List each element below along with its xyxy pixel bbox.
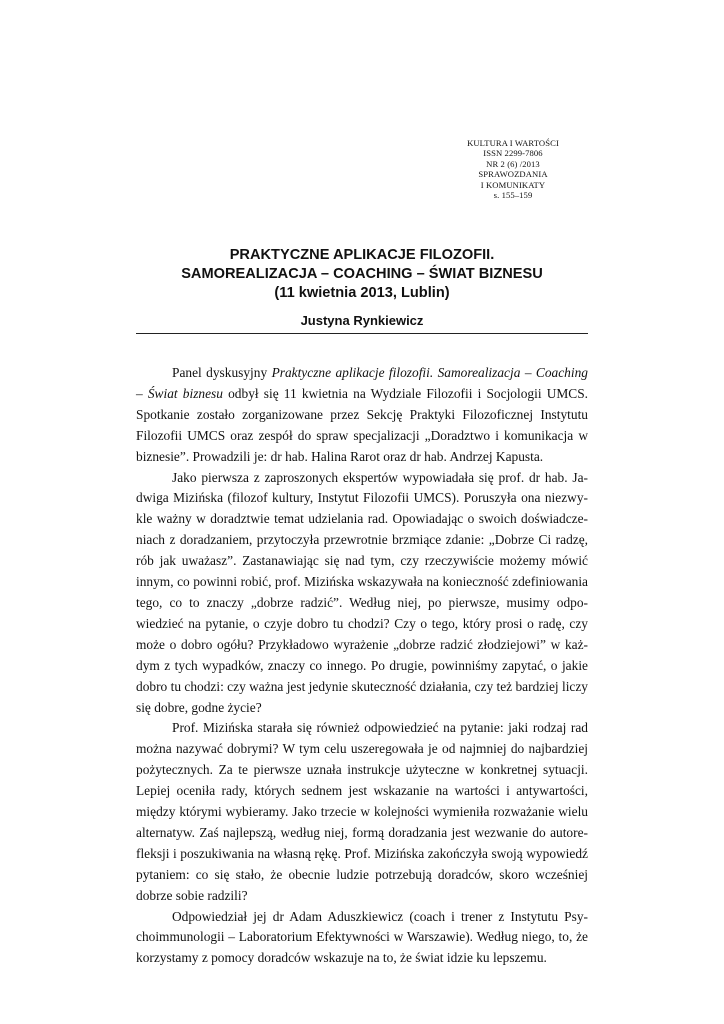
article-title: [136, 246, 588, 303]
paragraph-4: Odpowiedział jej dr Adam Aduszkiewicz (coach i trener z Instytutu Psychoimmunologii – Laboratorium Efektywności w Warszawie). Według niego, to, że korzystamy z pomocy doradców wskazuje na to, że świat idzie ku lepszemu.: [136, 908, 588, 966]
paragraph-3: Prof. Mizińska starała się również odpowiedzieć na pytanie: jaki rodzaj rad można nazywać dobrymi? W tym celu uszeregowała je od najmniej do najbardziej pożytecznych. Za te pierwsze uznała instrukcje użyteczne w konkretnej sytuacji. Lepiej oceniła rady, których sednem jest wskazanie na wartości i antywartości, między którymi wybieramy. Jako trzecie w kolejności wymieniła rozważanie wielu alternatyw. Zaś najlepszą, według niej, formą doradzania jest wezwanie do autorefleksji i poszukiwania na własną rękę. Prof. Mizińska zakończyła swoją wypowiedź pytaniem: co się stało, że obecnie ludzie potrzebują doradców, skoro wcześniej dobrze sobie radzili?: [136, 720, 588, 903]
journal-issn: ISSN 2299-7806: [483, 148, 543, 159]
paragraph-2: Jako pierwsza z zaproszonych ekspertów wypowiadała się prof. dr hab. Jadwiga Mizińska (filozof kultury, Instytut Filozofii UMCS). Poruszyła ona niezwykle ważny w doradztwie temat udzielania rad. Opowiadając o swoich doświadczeniach z doradzaniem, przytoczyła przewrotnie brzmiące zdanie: „Dobrze Ci radzę, rób jak uważasz”. Zastanawiając się nad tym, czy rzeczywiście możemy mówić innym, co powinni robić, prof. Mizińska wskazywała na konieczność zdefiniowania tego, co to znaczy „dobrze radzić”. Według niej, po pierwsze, musimy odpowiedzieć na pytanie, o czyje dobro tu chodzi? Czy o tego, który prosi o radę, czy może o dobro ogółu? Przykładowo wyrażenie „dobrze radzić złodziejowi” w każdym z tych wypadków, znaczy co innego. Po drugie, powinniśmy zapytać, o jakie dobro tu chodzi: czy ważna jest jedynie skuteczność działania, czy też bardziej liczy się dobre, godne życie?: [136, 469, 588, 715]
journal-name: KULTURA I WARTOŚCI: [467, 138, 559, 148]
paragraph-1-rest: odbył się 11 kwietnia na Wydziale Filozofii i Socjologii UMCS. Spotkanie zostało zorganizowane przez Sekcję Praktyki Filozoficznej Instytutu Filozofii UMCS oraz zespół do spraw specjalizacji „Doradztwo i komunikacja w biznesie”. Prowadzili je: dr hab. Halina Rarot oraz dr hab. Andrzej Kapusta.: [136, 385, 588, 464]
article-body: [136, 363, 588, 969]
journal-header: [448, 138, 578, 200]
article-author: Justyna Rynkiewicz: [300, 313, 424, 328]
paragraph-1: [136, 363, 588, 468]
journal-section-cont: I KOMUNIKATY: [480, 179, 546, 190]
panel-title-italic: Praktyczne aplikacje filozofii. Samorealizacja – Coaching – Świat biznesu: [136, 365, 588, 401]
title-divider: [136, 333, 588, 334]
journal-pages: s. 155–159: [493, 190, 533, 201]
title-line-3: (11 kwietnia 2013, Lublin): [274, 285, 450, 301]
title-line-2: SAMOREALIZACJA – COACHING – ŚWIAT BIZNESU: [181, 266, 543, 282]
title-line-1: PRAKTYCZNE APLIKACJE FILOZOFII.: [229, 247, 495, 263]
paragraph-1-intro: Panel dyskusyjny: [172, 365, 272, 380]
journal-issue: NR 2 (6) /2013: [486, 158, 540, 169]
journal-section: SPRAWOZDANIA: [478, 169, 548, 180]
